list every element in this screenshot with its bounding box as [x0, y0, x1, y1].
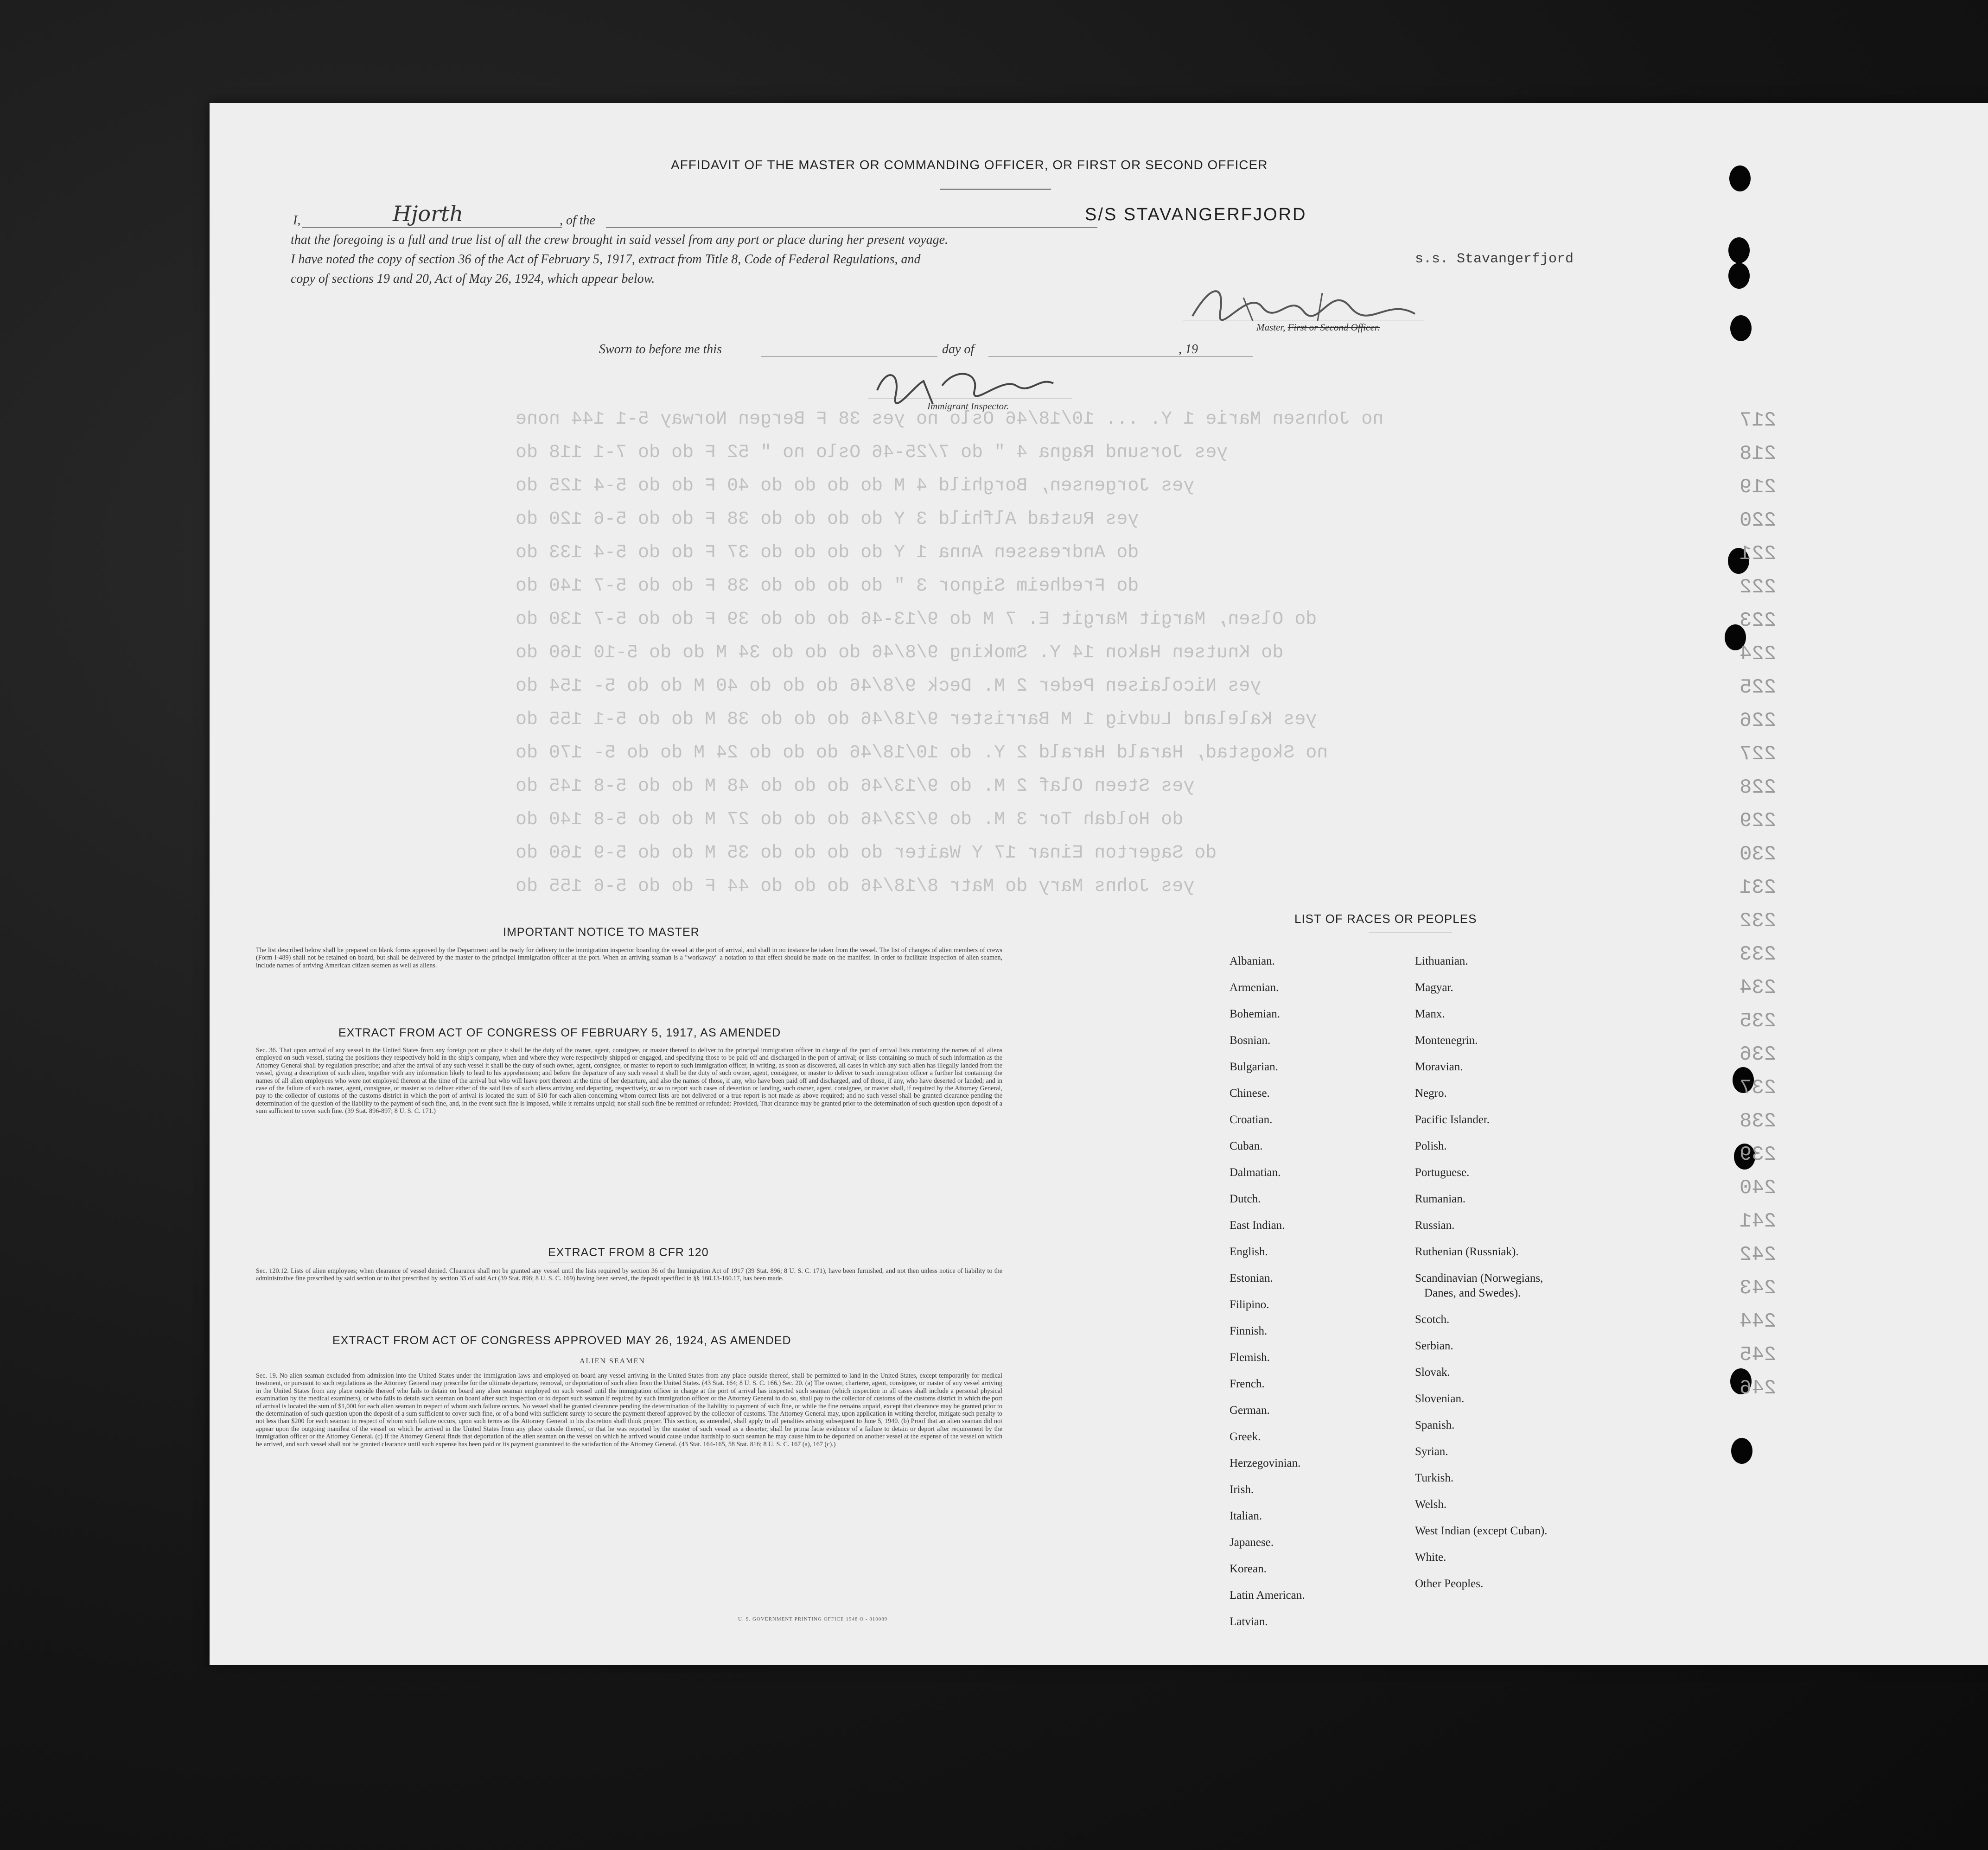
- punch-hole: [1730, 315, 1752, 341]
- bleed-through-row: do Fredheim Signor 3 " do do do do 38 F do do 5-7 140 do: [516, 576, 1139, 597]
- race-item: Chinese.: [1230, 1087, 1270, 1100]
- bleed-through-row: yes Jorsund Ragna 4 " do 7/25-46 Oslo no " 52 F do do 7-1 118 do: [516, 442, 1228, 463]
- bleed-through-row: yes Rustad Alfhild 3 Y do do do do 38 F do do 5-6 120 do: [516, 509, 1139, 530]
- officer-signature-name: Hjorth: [393, 201, 464, 226]
- race-item: Korean.: [1230, 1563, 1267, 1575]
- race-item: Latvian.: [1230, 1615, 1268, 1628]
- bleed-through-row-number: 233: [1740, 943, 1777, 966]
- race-item: Irish.: [1230, 1483, 1254, 1496]
- race-item: Japanese.: [1230, 1536, 1274, 1549]
- bleed-through-row: no Johnsen Marie 1 Y. ... 10/18/46 Oslo no yes 38 F Bergen Norway 5-1 144 none: [516, 409, 1384, 430]
- punch-hole: [1731, 1438, 1752, 1464]
- manifest-sheet: [210, 103, 1988, 1665]
- bleed-through-row-number: 229: [1740, 809, 1777, 833]
- bleed-through-row: do Olsen, Margit Margit E. 7 M do 9/13-46 do do do 39 F do do 5-7 130 do: [516, 609, 1317, 630]
- bleed-through-row-number: 228: [1740, 776, 1777, 799]
- bleed-through-row-number: 246: [1740, 1377, 1777, 1400]
- bleed-through-row-number: 245: [1740, 1343, 1777, 1367]
- bleed-through-row: do Holdah Tor 3 M. do 9/23/46 do do do 27 M do do 5-8 140 do: [516, 809, 1184, 830]
- race-item: East Indian.: [1230, 1219, 1285, 1232]
- extract-1917-text: Sec. 36. That upon arrival of any vessel in the United States from any foreign port or place it shall be the duty of the owner, agent, consignee, or master thereof to deliver to the principal immigration officer in charge of the port of arrival lists containing the names of all aliens employed on such vessel, stating the positions they respectively hold in the ship's company, when and where they were respectively shipped or engaged, and specifying those to be paid off and discharged in the port of arrival; or lists containing so much of such information as the Attorney General shall by regulation prescribe; and after the arrival of any such vessel it shall be the duty of such owner, agent, consignee, or master to report to such immigration officer, in writing, as soon as discovered, all cases in which any such alien has illegally landed from the vessel, giving a description of such alien, together with any information likely to lead to his apprehension; and before the departure of any such vessel it shall be the duty of such owner, agent, consignee, or master to deliver to such immigration officer a further list containing the names of all alien employees who were not employed thereon at the time of the arrival but who will leave port thereon at the time of her departure, and also the names of those, if any, who have been paid off and discharged, and of those, if any, who have deserted or landed; and in case of the failure of such owner, agent, consignee, or master so to deliver either of the said lists of such aliens arriving and departing, respectively, or so to report such cases of desertion or landing, such owner, agent, consignee, or master shall, if required by the Attorney General, pay to the collector of customs of the customs district in which the port of arrival is located the sum of $10 for each alien concerning whom correct lists are not delivered or a true report is not made as above required; and no such vessel shall be granted clearance pending the determination of the question of the liability to the payment of such fine, and, in the event such fine is imposed, while it remains unpaid; nor shall such fine be remitted or refunded: Provided, That clearance may be granted prior to the determination of such question upon deposit of a sum sufficient to cover such fine. (39 Stat. 896-897; 8 U. S. C. 171.): [256, 1047, 1002, 1115]
- race-item: Negro.: [1415, 1087, 1447, 1100]
- race-item: Bohemian.: [1230, 1008, 1281, 1020]
- inspector-label: Immigrant Inspector.: [927, 401, 1009, 412]
- bleed-through-row: yes Jorgensen, Borghild 4 M do do do do 40 F do do 5-4 125 do: [516, 476, 1195, 496]
- bleed-through-row: yes Kaleland Ludvig 1 M Barrister 9/18/46 do do do 38 M do do 5-1 155 do: [516, 709, 1317, 730]
- race-item: Montenegrin.: [1415, 1034, 1478, 1047]
- punch-hole: [1728, 263, 1750, 289]
- race-item: Other Peoples.: [1415, 1577, 1484, 1590]
- affidavit-of-the: , of the: [560, 213, 595, 228]
- race-item: Ruthenian (Russniak).: [1415, 1246, 1519, 1258]
- bleed-through-row-number: 236: [1740, 1043, 1777, 1066]
- race-item: Slovak.: [1415, 1366, 1450, 1379]
- race-item: Greek.: [1230, 1430, 1261, 1443]
- sworn-day-of: day of: [942, 342, 975, 356]
- race-item: Danes, and Swedes).: [1424, 1287, 1521, 1299]
- bleed-through-row-number: 232: [1740, 909, 1777, 933]
- affidavit-title: AFFIDAVIT OF THE MASTER OR COMMANDING OFFICER, OR FIRST OR SECOND OFFICER: [671, 158, 1268, 172]
- vessel-stamp: s.s. Stavangerfjord: [1415, 251, 1574, 267]
- bleed-through-row-number: 225: [1740, 676, 1777, 699]
- bleed-through-row: yes Steen Olaf 2 M. do 9/13/46 do do do 48 M do do 5-8 145 do: [516, 776, 1195, 797]
- bleed-through-row-number: 227: [1740, 743, 1777, 766]
- notice-heading: IMPORTANT NOTICE TO MASTER: [503, 926, 700, 939]
- race-item: Armenian.: [1230, 981, 1279, 994]
- bleed-through-row-number: 220: [1740, 509, 1777, 532]
- bleed-through-row-number: 218: [1740, 442, 1777, 465]
- race-item: Polish.: [1415, 1140, 1447, 1152]
- bleed-through-row-number: 223: [1740, 609, 1777, 632]
- master-label-text: Master,: [1256, 322, 1288, 333]
- race-item: Russian.: [1415, 1219, 1455, 1232]
- race-item: Estonian.: [1230, 1272, 1273, 1284]
- race-item: Finnish.: [1230, 1325, 1268, 1337]
- bleed-through-row-number: 231: [1740, 876, 1777, 899]
- race-item: Rumanian.: [1415, 1193, 1466, 1205]
- bleed-through-row-number: 230: [1740, 843, 1777, 866]
- race-item: Slovenian.: [1415, 1392, 1465, 1405]
- bleed-through-row-number: 235: [1740, 1010, 1777, 1033]
- extract-8cfr-heading: EXTRACT FROM 8 CFR 120: [548, 1246, 709, 1259]
- bleed-through-row: yes Johns Mary do Matr 8/18/46 do do do 44 F do do 5-6 155 do: [516, 876, 1195, 897]
- affidavit-i: I,: [293, 213, 301, 228]
- bleed-through-row: no Skogstad, Harald Harald 2 Y. do 10/18/46 do do do 24 M do do 5- 170 do: [516, 743, 1328, 763]
- notice-text: The list described below shall be prepared on blank forms approved by the Department and be ready for delivery to the immigration inspector boarding the vessel at the port of arrival, and shall in no instance be taken from the vessel. The list of changes of alien members of crews (Form I-489) shall not be retained on board, but shall be delivered by the master to the principal immigration officer at the port. When an arriving seaman is a "workaway" a notation to that effect should be made on the manifest. In order to facilitate inspection of alien seamen, include names of arriving American citizen seamen as well as aliens.: [256, 947, 1002, 969]
- gpo-line: U. S. GOVERNMENT PRINTING OFFICE 1948 O - 810089: [738, 1616, 888, 1622]
- race-item: West Indian (except Cuban).: [1415, 1525, 1548, 1537]
- race-item: Albanian.: [1230, 955, 1275, 967]
- race-item: Moravian.: [1415, 1061, 1463, 1073]
- bleed-through-row: do Sagerton Einar 17 Y Waiter do do do do 35 M do do 5-9 160 do: [516, 843, 1217, 864]
- bleed-through-row-number: 221: [1740, 542, 1777, 566]
- race-item: Cuban.: [1230, 1140, 1263, 1152]
- vessel-name: S/S STAVANGERFJORD: [1085, 205, 1307, 224]
- sworn-year: , 19: [1179, 342, 1198, 356]
- race-item: Lithuanian.: [1415, 955, 1468, 967]
- affidavit-line-4: copy of sections 19 and 20, Act of May 26, 1924, which appear below.: [291, 272, 655, 286]
- race-item: Bosnian.: [1230, 1034, 1271, 1047]
- sworn-text: Sworn to before me this: [599, 342, 722, 356]
- bleed-through-row-number: 219: [1740, 476, 1777, 499]
- bleed-through-row: do Knutsen Hakon 14 Y. Smoking 9/8/46 do do do 34 M do do 5-10 160 do: [516, 642, 1284, 663]
- bleed-through-row-number: 217: [1740, 409, 1777, 432]
- race-item: Bulgarian.: [1230, 1061, 1278, 1073]
- name-blank: [302, 227, 562, 228]
- alien-seamen-subheading: ALIEN SEAMEN: [580, 1357, 645, 1365]
- extract-8cfr-text: Sec. 120.12. Lists of alien employees; when clearance of vessel denied. Clearance shall not be granted any vessel until the lists required by section 36 of the Immigration Act of 1917 (39 Stat. 896; 8 U. S. C. 171), have been furnished, and not then unless notice of liability to the administrative fine prescribed by said section or to that prescribed by section 35 of said Act (39 Stat. 896; 8 U. S. C. 169) having been served, the deposit specified in §§ 160.13-160.17, has been made.: [256, 1267, 1002, 1283]
- race-item: Filipino.: [1230, 1298, 1269, 1311]
- bleed-through-row-number: 238: [1740, 1110, 1777, 1133]
- race-item: German.: [1230, 1404, 1270, 1417]
- officer-label-struck: First or Second Officer.: [1287, 322, 1380, 333]
- master-label: [1256, 322, 1380, 333]
- race-item: Spanish.: [1415, 1419, 1455, 1431]
- race-item: Turkish.: [1415, 1472, 1454, 1484]
- race-item: Latin American.: [1230, 1589, 1305, 1602]
- race-item: White.: [1415, 1551, 1446, 1564]
- race-item: Flemish.: [1230, 1351, 1270, 1364]
- race-item: Italian.: [1230, 1510, 1262, 1522]
- race-item: Herzegovinian.: [1230, 1457, 1301, 1469]
- bleed-through-row-number: 244: [1740, 1310, 1777, 1333]
- race-item: Scotch.: [1415, 1313, 1450, 1326]
- race-item: French.: [1230, 1378, 1265, 1390]
- bleed-through-row: yes Nicolaisen Peder 2 M. Deck 9/8/46 do do do 40 M do do 5- 154 do: [516, 676, 1262, 697]
- race-item: Manx.: [1415, 1008, 1445, 1020]
- races-heading: LIST OF RACES OR PEOPLES: [1294, 912, 1477, 926]
- extract-1917-heading: EXTRACT FROM ACT OF CONGRESS OF FEBRUARY 5, 1917, AS AMENDED: [338, 1026, 781, 1039]
- bleed-through-row-number: 242: [1740, 1243, 1777, 1266]
- affidavit-line-3: I have noted the copy of section 36 of the Act of February 5, 1917, extract from Title 8, Code of Federal Regulations, and: [291, 252, 921, 267]
- bleed-through-row-number: 224: [1740, 642, 1777, 666]
- race-item: Magyar.: [1415, 981, 1453, 994]
- race-item: Scandinavian (Norwegians,: [1415, 1272, 1543, 1284]
- bleed-through-row-number: 240: [1740, 1176, 1777, 1200]
- race-item: Dutch.: [1230, 1193, 1261, 1205]
- vessel-blank: [606, 227, 1097, 228]
- bleed-through-row-number: 234: [1740, 976, 1777, 999]
- punch-hole: [1729, 165, 1751, 191]
- affidavit-line-2: that the foregoing is a full and true list of all the crew brought in said vessel from any port or place during her present voyage.: [291, 233, 949, 247]
- extract-1924-heading: EXTRACT FROM ACT OF CONGRESS APPROVED MAY 26, 1924, AS AMENDED: [332, 1334, 791, 1347]
- bleed-through-row-number: 237: [1740, 1076, 1777, 1100]
- race-item: Dalmatian.: [1230, 1166, 1281, 1179]
- race-item: Croatian.: [1230, 1113, 1273, 1126]
- bleed-through-row-number: 222: [1740, 576, 1777, 599]
- race-item: Pacific Islander.: [1415, 1113, 1490, 1126]
- bleed-through-row-number: 226: [1740, 709, 1777, 732]
- bleed-through-row-number: 243: [1740, 1277, 1777, 1300]
- race-item: Serbian.: [1415, 1340, 1453, 1352]
- race-item: Syrian.: [1415, 1445, 1448, 1458]
- bleed-through-row-number: 241: [1740, 1210, 1777, 1233]
- race-item: Welsh.: [1415, 1498, 1447, 1511]
- extract-1924-text: Sec. 19. No alien seaman excluded from admission into the United States under the immigration laws and employed on board any vessel arriving in the United States from any place outside thereof, shall be permitted to land in the United States, except temporarily for medical treatment, or pursuant to such regulations as the Attorney General may prescribe for the ultimate departure, removal, or deportation of such alien from the United States. (43 Stat. 164; 8 U. S. C. 166.) Sec. 20. (a) The owner, charterer, agent, consignee, or master of any vessel arriving in the United States from any place outside thereof who fails to detain on board any alien seaman employed on such vessel until the immigration officer in charge at the port of arrival has inspected such seaman (which inspection in all cases shall include a personal physical examination by the medical examiners), or who fails to detain such seaman on board after such inspection or to deport such seaman if required by such immigration officer or the Attorney General to do so, shall pay to the collector of customs of the customs district in which the port of arrival is located the sum of $1,000 for each alien seaman in respect of whom such failure occurs. No vessel shall be granted clearance pending the determination of the liability to payment of such fine, or while the fine remains unpaid, except that clearance may be granted prior to the determination of such question upon the deposit of a sum sufficient to cover such fine, or of a bond with sufficient surety to secure the payment thereof approved by the collector of customs. The Attorney General may, upon application in writing therefor, mitigate such penalty to not less than $200 for each seaman in respect of whom such failure occurs, upon such terms as the Attorney General in his discretion shall think proper. This section, as amended, shall apply to all penalties arising subsequent to June 5, 1940. (b) Proof that an alien seaman did not appear upon the outgoing manifest of the vessel on which he arrived in the United States from any place outside thereof, or that he was reported by the master of such vessel as a deserter, shall be prima facie evidence of a failure to detain or deport after requirement by the immigration officer or the Attorney General. (c) If the Attorney General finds that deportation of the alien seaman on the vessel on which he arrived would cause undue hardship to such seaman he may cause him to be deported on another vessel at the expense of the vessel on which he arrived, and such vessel shall not be granted clearance until such expense has been paid or its payment guaranteed to the satisfaction of the Attorney General. (43 Stat. 164-165, 58 Stat. 816; 8 U. S. C. 167 (a), 167 (c).): [256, 1372, 1002, 1448]
- punch-hole: [1728, 237, 1750, 263]
- title-rule: [940, 189, 1051, 190]
- bleed-through-row-number: 239: [1740, 1143, 1777, 1166]
- race-item: Portuguese.: [1415, 1166, 1470, 1179]
- bleed-through-row: do Andreassen Anna 1 Y do do do do 37 F do do 5-4 133 do: [516, 542, 1139, 563]
- race-item: English.: [1230, 1246, 1268, 1258]
